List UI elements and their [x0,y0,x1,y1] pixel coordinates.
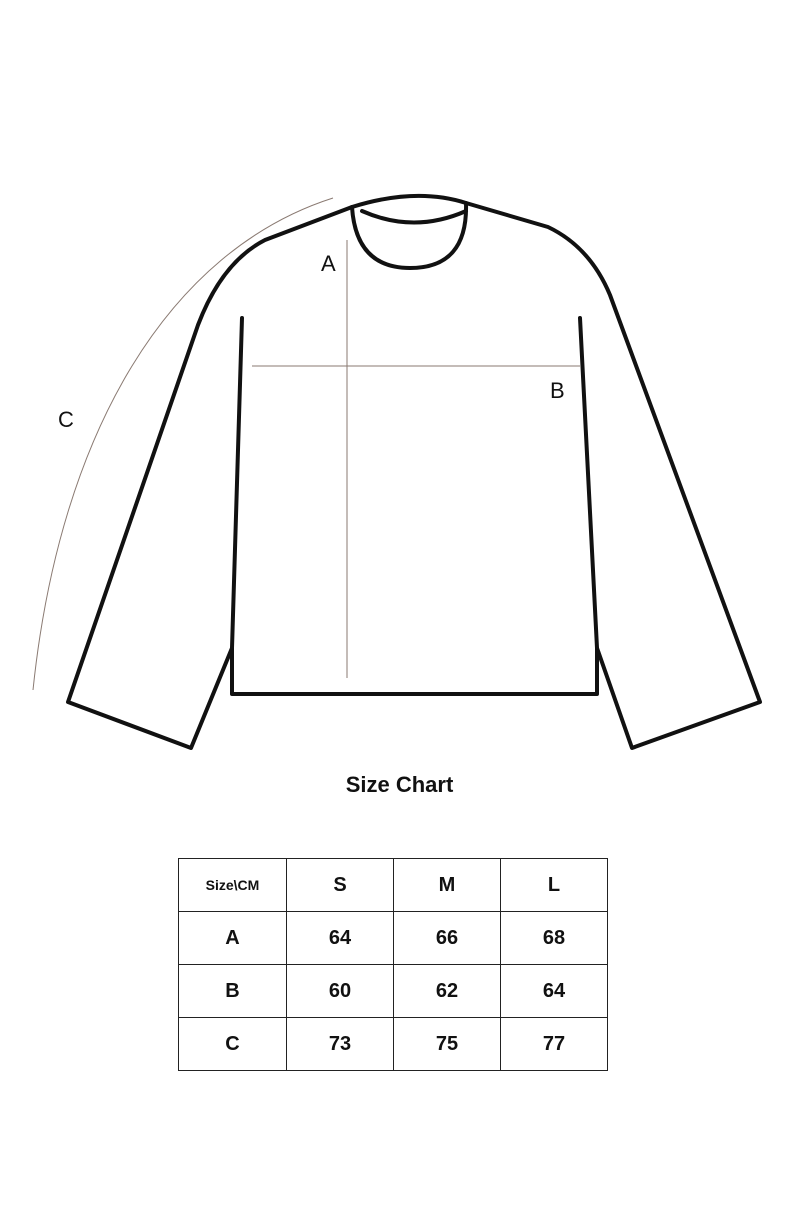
table-cell: 75 [394,1018,501,1071]
sweater-outline [68,196,760,748]
sleeve-measure-arc [33,198,333,690]
table-header-row [179,859,608,912]
table-header-cell: S [287,859,394,912]
table-cell: 60 [287,965,394,1018]
measure-label-a: A [321,251,336,276]
table-row [179,912,608,965]
table-header-cell: M [394,859,501,912]
table-cell: 73 [287,1018,394,1071]
table-header-cell: L [501,859,608,912]
table-cell: 68 [501,912,608,965]
table-header-cell: Size\CM [179,859,287,912]
size-chart-title: Size Chart [345,772,454,797]
table-row-label: C [179,1018,287,1071]
table-row [179,965,608,1018]
collar-inner-rib [362,211,466,223]
right-side-seam [580,318,597,648]
size-chart-table [178,858,608,1071]
table-row-label: B [179,965,287,1018]
table-cell: 77 [501,1018,608,1071]
table-row [179,1018,608,1071]
measure-label-c: C [58,407,74,432]
table-cell: 62 [394,965,501,1018]
table-cell: 66 [394,912,501,965]
table-row-label: A [179,912,287,965]
left-side-seam [232,318,242,648]
measure-label-b: B [550,378,565,403]
table-cell: 64 [287,912,394,965]
table-cell: 64 [501,965,608,1018]
